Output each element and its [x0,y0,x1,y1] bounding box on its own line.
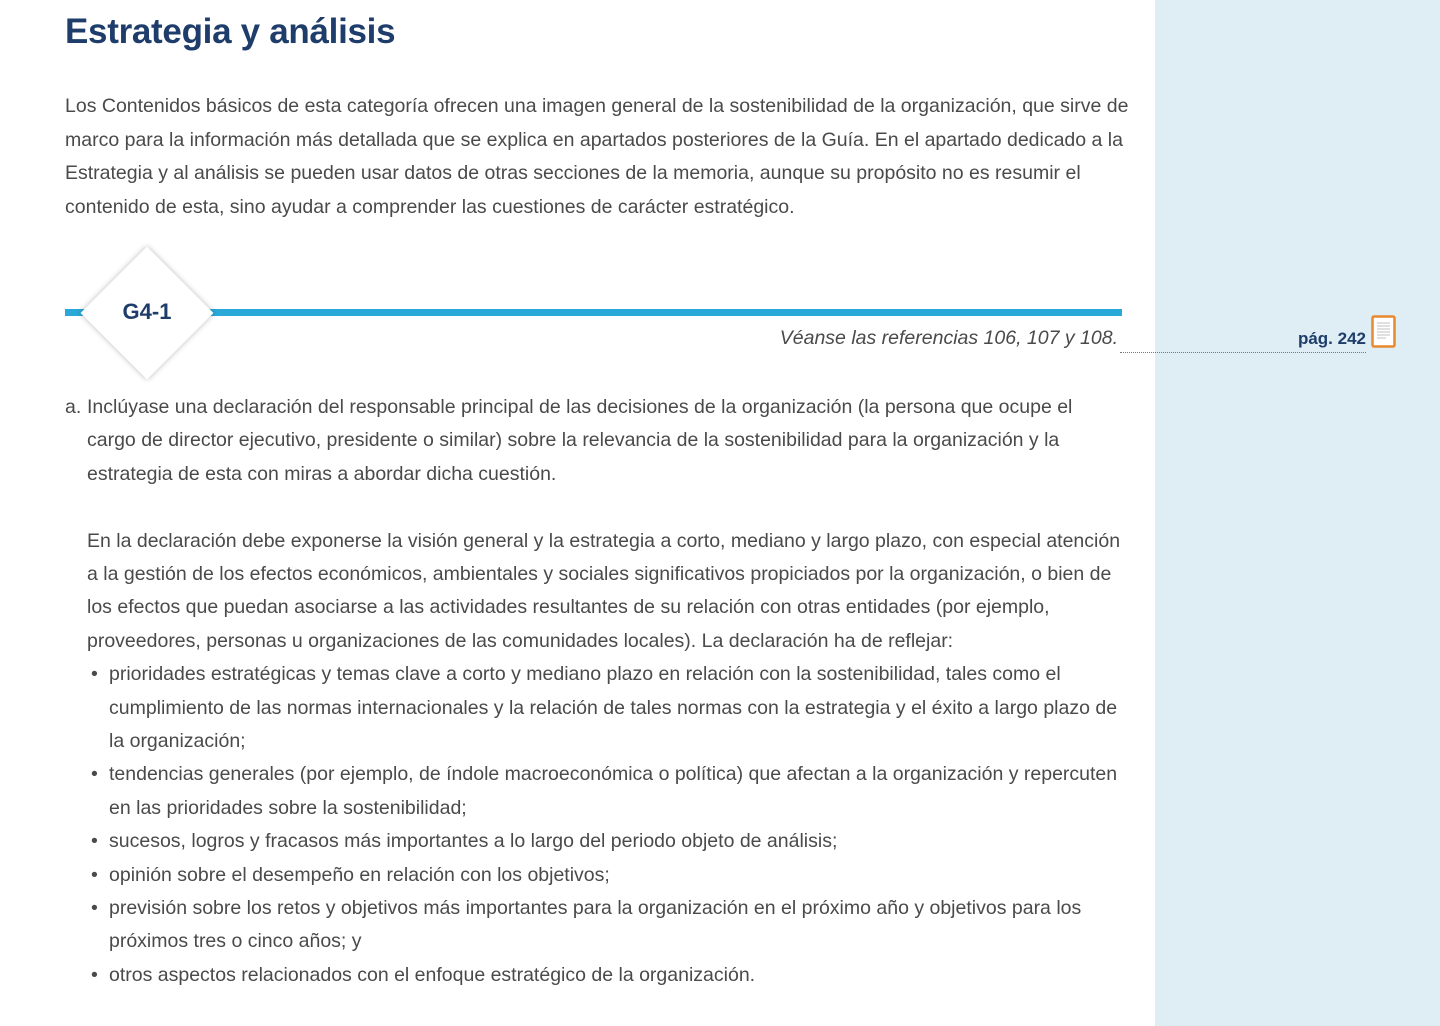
bullet-text: otros aspectos relacionados con el enfoque estratégico de la organización. [109,963,756,986]
list-item [87,825,1125,858]
references-note: Véanse las referencias 106, 107 y 108. [779,327,1118,349]
section-title: Estrategia y análisis [65,12,396,51]
item-a-text: Inclúyase una declaración del responsable principal de las decisiones de la organización (la persona que ocupe el cargo de director ejecutivo, presidente o similar) sobre la relevancia de la sostenibilidad para la organización y la estrategia de esta con miras a abordar dicha cuestión. [87,396,1073,485]
document-icon[interactable] [1371,315,1396,348]
list-item [87,892,1125,959]
bullet-icon: • [91,763,98,786]
bullet-text: opinión sobre el desempeño en relación con los objetivos; [109,863,610,886]
list-item [87,758,1125,825]
margin-panel [1155,0,1440,1026]
bullet-icon: • [91,963,98,986]
list-item [87,959,1125,992]
page-reference-label[interactable]: pág. 242 [1297,329,1366,348]
bullet-icon: • [91,830,98,853]
list-item-a [65,391,1125,491]
bullet-icon: • [91,663,98,686]
bullet-text: prioridades estratégicas y temas clave a corto y mediano plazo en relación con la sostenibilidad, tales como el cumplimiento de las normas internacionales y la relación de tales normas con la estrategia y el éxito a largo plazo de la organización; [109,663,1118,753]
section-divider-line [65,309,1122,316]
indicator-code: G4-1 [122,299,172,324]
bullet-icon: • [91,897,98,920]
intro-paragraph: Los Contenidos básicos de esta categoría ofrecen una imagen general de la sostenibilidad de la organización, que sirve de marco para la información más detallada que se explica en apartados posteriores de la Guía. En el apartado dedicado a la Estrategia y al análisis se pueden usar datos de otras secciones de la memoria, aunque su propósito no es resumir el contenido de esta, sino ayudar a comprender las cuestiones de carácter estratégico. [65,95,1129,218]
item-marker: a. [65,396,82,418]
indicator-badge [80,246,214,380]
page-reference-link[interactable] [1120,328,1366,353]
bullet-text: tendencias generales (por ejemplo, de índole macroeconómica o política) que afectan a la organización y repercuten en las prioridades sobre la sostenibilidad; [109,763,1118,819]
list-item [87,658,1125,758]
bullet-text: previsión sobre los retos y objetivos más importantes para la organización en el próximo año y objetivos para los próximos tres o cinco años; y [109,897,1082,953]
list-item [87,859,1125,892]
bullet-icon: • [91,863,98,886]
disclosure-content [65,391,1125,992]
bullet-text: sucesos, logros y fracasos más importantes a lo largo del periodo objeto de análisis; [109,830,838,853]
bullet-list [87,658,1125,992]
declaration-paragraph: En la declaración debe exponerse la visión general y la estrategia a corto, mediano y largo plazo, con especial atención a la gestión de los efectos económicos, ambientales y sociales significativos propiciados por la organización, o bien de los efectos que puedan asociarse a las actividades resultantes de su relación con otras entidades (por ejemplo, proveedores, personas u organizaciones de las comunidades locales). La declaración ha de reflejar: [87,529,1121,652]
